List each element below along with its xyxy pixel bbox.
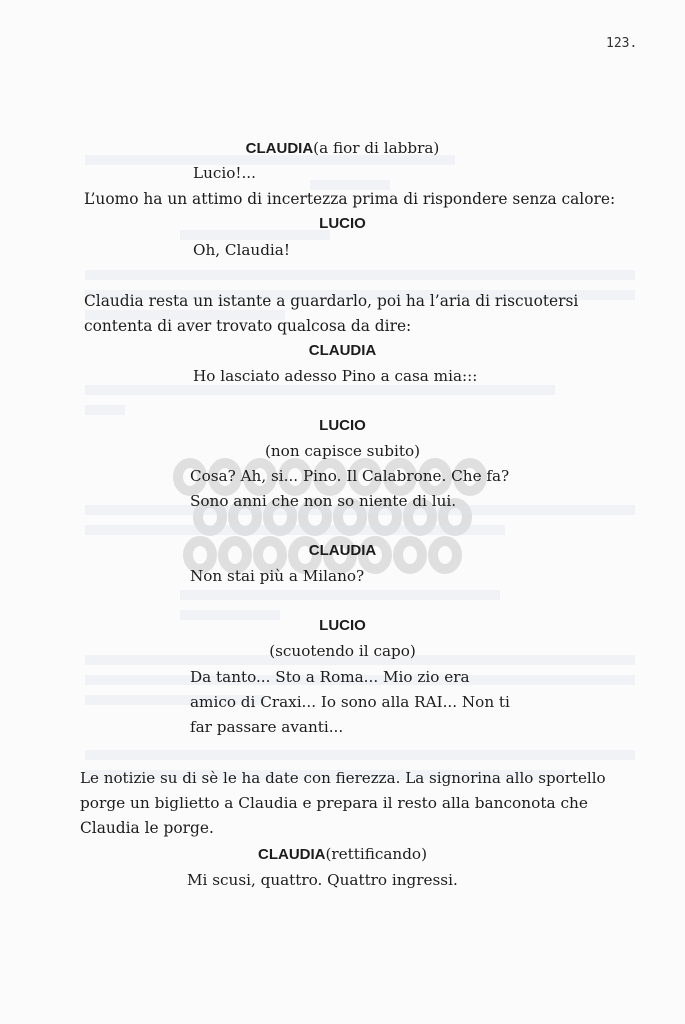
narration-line: Claudia le porge.: [80, 819, 214, 837]
dialogue-line: Da tanto... Sto a Roma... Mio zio era: [190, 668, 470, 686]
stage-direction: (rettificando): [325, 845, 427, 863]
dialogue-line: Lucio!...: [193, 164, 256, 182]
dialogue-line: Sono anni che non so niente di lui.: [190, 492, 457, 510]
speaker-name: CLAUDIA: [308, 542, 377, 559]
stage-direction: (scuotendo il capo): [269, 642, 416, 660]
dialogue-line: amico di Craxi... Io sono alla RAI... Non ti: [190, 693, 510, 711]
narration-line: Le notizie su di sè le ha date con fierezza. La signorina allo sportello: [80, 769, 606, 787]
narration-line: contenta di aver trovato qualcosa da dire:: [84, 317, 412, 335]
speaker-name: LUCIO: [319, 215, 366, 232]
speaker-name: LUCIO: [319, 417, 366, 434]
page-number: 123.: [606, 36, 638, 51]
speaker-line-claudia-2: [0, 844, 685, 865]
dialogue-line: Oh, Claudia!: [193, 241, 290, 259]
dialogue-line: Mi scusi, quattro. Quattro ingressi.: [187, 871, 458, 889]
narration-line: L’uomo ha un attimo di incertezza prima di rispondere senza calore:: [84, 190, 616, 208]
dialogue-line: Cosa? Ah, si... Pino. Il Calabrone. Che fa?: [190, 467, 510, 485]
dialogue-line: Ho lasciato adesso Pino a casa mia:::: [193, 367, 478, 385]
speaker-name: CLAUDIA: [245, 140, 314, 157]
dialogue-line: Non stai più a Milano?: [190, 567, 365, 585]
dialogue-line: far passare avanti...: [190, 718, 344, 736]
stage-direction: (non capisce subito): [264, 442, 421, 460]
narration-line: porge un biglietto a Claudia e prepara il resto alla banconota che: [80, 794, 588, 812]
narration-line: Claudia resta un istante a guardarlo, poi ha l’aria di riscuotersi: [84, 292, 579, 310]
speaker-name: CLAUDIA: [308, 342, 377, 359]
speaker-line-claudia-1: [0, 138, 685, 159]
stage-direction: (a fior di labbra): [313, 139, 440, 157]
speaker-name: CLAUDIA: [258, 846, 326, 863]
speaker-name: LUCIO: [319, 617, 366, 634]
